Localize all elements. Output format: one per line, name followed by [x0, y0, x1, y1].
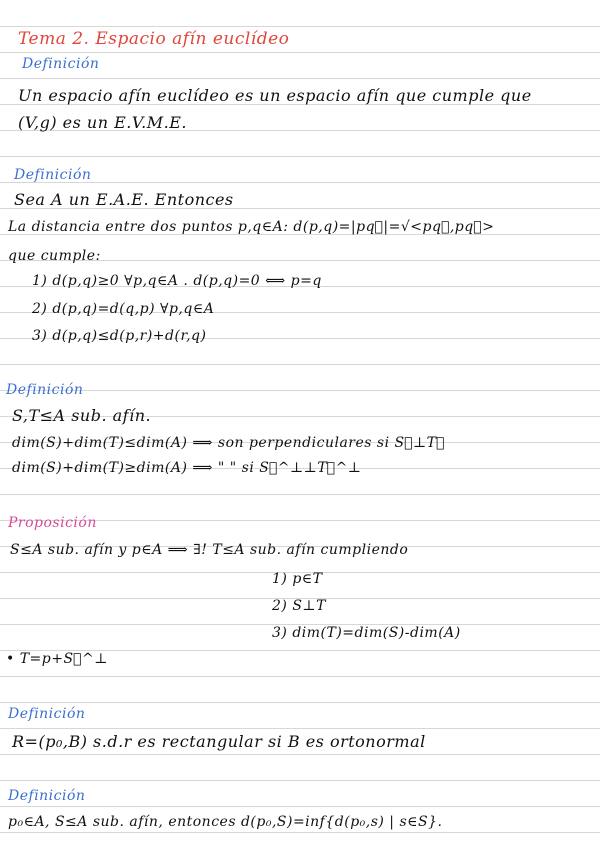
- property-item: 3) d(p,q)≤d(p,r)+d(r,q): [32, 328, 207, 344]
- definition-line: La distancia entre dos puntos p,q∈A: d(p,q)=|pq⃗|=√<pq⃗,pq⃗>: [8, 219, 495, 235]
- definition-line: (V,g) es un E.V.M.E.: [18, 113, 187, 132]
- ruled-line: [0, 702, 600, 703]
- definition-line: Sea A un E.A.E. Entonces: [14, 190, 234, 209]
- ruled-line: [0, 676, 600, 677]
- ruled-line: [0, 364, 600, 365]
- definition-line: dim(S)+dim(T)≤dim(A) ⟹ son perpendiculares si S⃗⊥T⃗: [12, 435, 445, 451]
- proposition-item: 1) p∈T: [272, 571, 323, 587]
- section-heading: Definición: [6, 382, 84, 398]
- section-heading: Definición: [14, 167, 92, 183]
- section-heading: Proposición: [8, 515, 97, 531]
- definition-line: R=(p₀,B) s.d.r es rectangular si B es ortonormal: [12, 732, 426, 751]
- definition-line: p₀∈A, S≤A sub. afín, entonces d(p₀,S)=inf{d(p₀,s) | s∈S}.: [8, 814, 443, 830]
- definition-line: que cumple:: [8, 248, 101, 264]
- ruled-line: [0, 728, 600, 729]
- ruled-line: [0, 390, 600, 391]
- section-heading: Definición: [22, 56, 100, 72]
- ruled-line: [0, 806, 600, 807]
- page-title: Tema 2. Espacio afín euclídeo: [18, 29, 290, 49]
- property-item: 1) d(p,q)≥0 ∀p,q∈A . d(p,q)=0 ⟺ p=q: [32, 273, 322, 289]
- ruled-line: [0, 26, 600, 27]
- proposition-item: 2) S⊥T: [272, 598, 326, 614]
- ruled-line: [0, 52, 600, 53]
- section-heading: Definición: [8, 788, 86, 804]
- ruled-line: [0, 754, 600, 755]
- proposition-line: S≤A sub. afín y p∈A ⟹ ∃! T≤A sub. afín cumpliendo: [10, 542, 409, 558]
- ruled-line: [0, 780, 600, 781]
- property-item: 2) d(p,q)=d(q,p) ∀p,q∈A: [32, 301, 215, 317]
- proposition-note: • T=p+S⃗^⊥: [6, 651, 108, 667]
- definition-line: S,T≤A sub. afín.: [12, 406, 152, 425]
- ruled-line: [0, 832, 600, 833]
- ruled-line: [0, 78, 600, 79]
- section-heading: Definición: [8, 706, 86, 722]
- definition-line: Un espacio afín euclídeo es un espacio afín que cumple que: [18, 86, 532, 105]
- ruled-line: [0, 156, 600, 157]
- definition-line: dim(S)+dim(T)≥dim(A) ⟹ " " si S⃗^⊥⊥T⃗^⊥: [12, 460, 362, 476]
- ruled-line: [0, 494, 600, 495]
- proposition-item: 3) dim(T)=dim(S)-dim(A): [272, 625, 461, 641]
